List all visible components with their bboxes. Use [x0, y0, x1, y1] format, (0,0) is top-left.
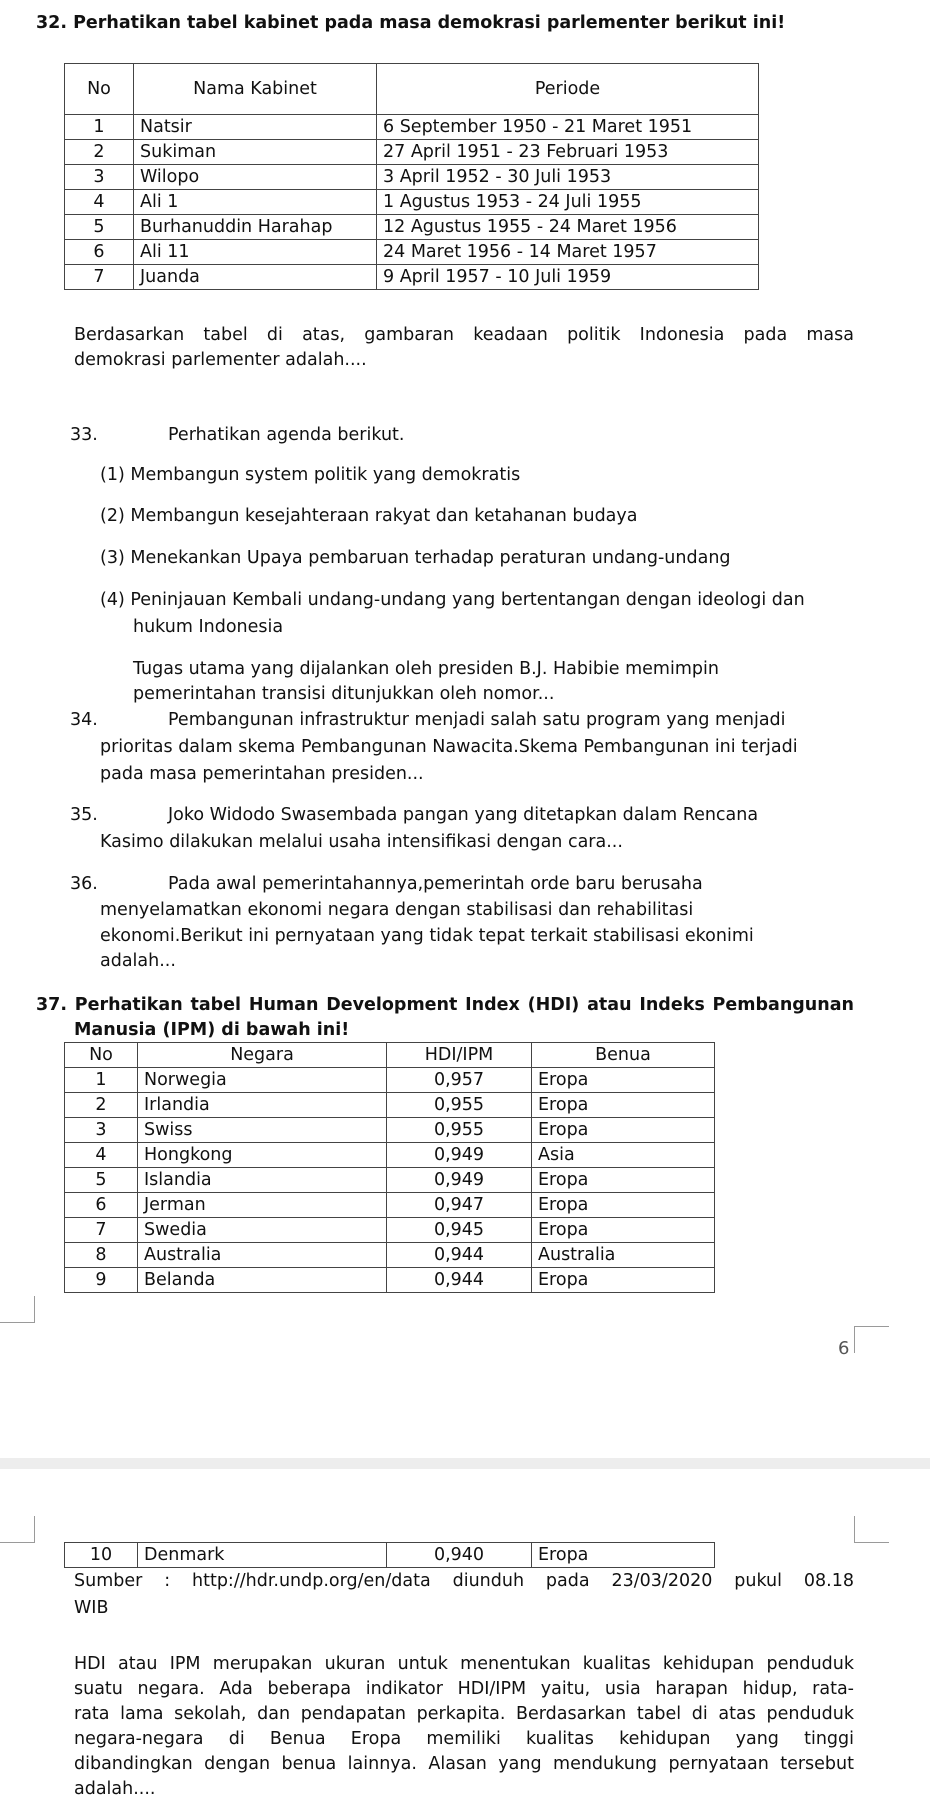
table-cell: Burhanuddin Harahap: [134, 215, 377, 240]
table-cell: Eropa: [532, 1068, 715, 1093]
table-cell: 6: [65, 1193, 138, 1218]
q32-question-line1: Berdasarkan tabel di atas, gambaran keadaan politik Indonesia pada masa: [74, 325, 854, 345]
table-cell: Wilopo: [134, 165, 377, 190]
q36-line3: ekonomi.Berikut ini pernyataan yang tidak tepat terkait stabilisasi ekonimi: [100, 926, 754, 946]
table-cell: 4: [65, 1143, 138, 1168]
table-cell: 8: [65, 1243, 138, 1268]
table-row: [65, 1118, 715, 1143]
table-cell: Irlandia: [138, 1093, 387, 1118]
table-cell: 1 Agustus 1953 - 24 Juli 1955: [377, 190, 759, 215]
table-row: [65, 1068, 715, 1093]
q37-para-line2: suatu negara. Ada beberapa indikator HDI/IPM yaitu, usia harapan hidup, rata-: [74, 1679, 854, 1699]
table-cell: Eropa: [532, 1093, 715, 1118]
table-cell: 3: [65, 1118, 138, 1143]
table-cell: 0,949: [387, 1168, 532, 1193]
table-cell: Juanda: [134, 265, 377, 290]
table-cell: 2: [65, 140, 134, 165]
q37-title-line2: Manusia (IPM) di bawah ini!: [74, 1020, 350, 1040]
document-page-2: [0, 1469, 930, 1810]
table-cell: Ali 1: [134, 190, 377, 215]
table-row: [65, 140, 759, 165]
q35-line2: Kasimo dilakukan melalui usaha intensifikasi dengan cara...: [100, 832, 623, 852]
table-cell: 24 Maret 1956 - 14 Maret 1957: [377, 240, 759, 265]
table-row: [65, 1168, 715, 1193]
table-cell: Sukiman: [134, 140, 377, 165]
table-row: [65, 1543, 715, 1568]
table-cell: Hongkong: [138, 1143, 387, 1168]
hdi-header-continent: Benua: [532, 1043, 715, 1068]
table-row: [65, 165, 759, 190]
q37-para-line1: HDI atau IPM merupakan ukuran untuk menentukan kualitas kehidupan penduduk: [74, 1654, 854, 1674]
q33-question-line1: Tugas utama yang dijalankan oleh presiden B.J. Habibie memimpin: [133, 659, 719, 679]
q34-line3: pada masa pemerintahan presiden...: [100, 764, 424, 784]
table-cell: Swiss: [138, 1118, 387, 1143]
table-cell: 4: [65, 190, 134, 215]
table-cell: 6 September 1950 - 21 Maret 1951: [377, 115, 759, 140]
q37-para-line5: dibandingkan dengan benua lainnya. Alasan yang mendukung pernyataan tersebut: [74, 1754, 854, 1774]
q33-item-4: (4) Peninjauan Kembali undang-undang yang bertentangan dengan ideologi dan: [100, 590, 805, 610]
table-cell: 3: [65, 165, 134, 190]
q33-item-4-cont: hukum Indonesia: [133, 617, 284, 637]
table-cell: 1: [65, 115, 134, 140]
table-row: [65, 1093, 715, 1118]
table-cell: Norwegia: [138, 1068, 387, 1093]
q36-line4: adalah...: [100, 951, 176, 971]
table-cell: 0,947: [387, 1193, 532, 1218]
q37-para-line6: adalah....: [74, 1779, 156, 1799]
table-cell: Denmark: [138, 1543, 387, 1568]
table-cell: 9 April 1957 - 10 Juli 1959: [377, 265, 759, 290]
q36-number: 36.: [70, 874, 98, 894]
q32-title: 32. Perhatikan tabel kabinet pada masa demokrasi parlementer berikut ini!: [36, 13, 786, 33]
table-row: [65, 115, 759, 140]
q33-item-1: (1) Membangun system politik yang demokratis: [100, 465, 521, 485]
table-cell: 0,955: [387, 1118, 532, 1143]
table-row: [65, 215, 759, 240]
q33-item-2: (2) Membangun kesejahteraan rakyat dan ketahanan budaya: [100, 506, 638, 526]
hdi-table-continued: [64, 1542, 715, 1568]
q37-source-line2: WIB: [74, 1598, 109, 1618]
table-cell: Jerman: [138, 1193, 387, 1218]
q33-question-line2: pemerintahan transisi ditunjukkan oleh nomor...: [133, 684, 555, 704]
table-cell: 7: [65, 265, 134, 290]
crop-mark-bottom-left: [0, 1296, 35, 1323]
hdi-header-value: HDI/IPM: [387, 1043, 532, 1068]
page-number: 6: [838, 1338, 850, 1359]
table-row: [65, 1243, 715, 1268]
cabinet-header-no: No: [65, 64, 134, 115]
q36-line2: menyelamatkan ekonomi negara dengan stabilisasi dan rehabilitasi: [100, 900, 694, 920]
q37-title-line1: 37. Perhatikan tabel Human Development Index (HDI) atau Indeks Pembangunan: [36, 995, 854, 1015]
table-row: [65, 1268, 715, 1293]
table-cell: 2: [65, 1093, 138, 1118]
q34-line2: prioritas dalam skema Pembangunan Nawacita.Skema Pembangunan ini terjadi: [100, 737, 798, 757]
q37-para-line3: rata lama sekolah, dan pendapatan perkapita. Berdasarkan tabel di atas penduduk: [74, 1704, 854, 1724]
table-cell: 0,957: [387, 1068, 532, 1093]
table-cell: Eropa: [532, 1218, 715, 1243]
table-cell: Islandia: [138, 1168, 387, 1193]
table-cell: 0,949: [387, 1143, 532, 1168]
cabinet-table: [64, 63, 759, 290]
q35-number: 35.: [70, 805, 98, 825]
table-cell: 5: [65, 215, 134, 240]
table-row: [65, 1143, 715, 1168]
table-row: [65, 190, 759, 215]
cabinet-header-period: Periode: [377, 64, 759, 115]
table-cell: 5: [65, 1168, 138, 1193]
q35-line1: Joko Widodo Swasembada pangan yang ditetapkan dalam Rencana: [168, 805, 759, 825]
table-row: [65, 240, 759, 265]
table-cell: Australia: [138, 1243, 387, 1268]
table-cell: 0,944: [387, 1268, 532, 1293]
table-cell: Belanda: [138, 1268, 387, 1293]
q33-intro: Perhatikan agenda berikut.: [168, 425, 405, 445]
table-cell: Natsir: [134, 115, 377, 140]
table-cell: 0,944: [387, 1243, 532, 1268]
q37-source-line1: Sumber : http://hdr.undp.org/en/data diunduh pada 23/03/2020 pukul 08.18: [74, 1571, 854, 1591]
table-row: [65, 265, 759, 290]
table-cell: Eropa: [532, 1543, 715, 1568]
q33-number: 33.: [70, 425, 98, 445]
table-cell: Australia: [532, 1243, 715, 1268]
table-cell: 0,940: [387, 1543, 532, 1568]
table-cell: 0,945: [387, 1218, 532, 1243]
table-cell: 12 Agustus 1955 - 24 Maret 1956: [377, 215, 759, 240]
page-separator: [0, 1458, 930, 1469]
table-cell: Swedia: [138, 1218, 387, 1243]
crop-mark-top-left: [0, 1516, 35, 1543]
q32-question-line2: demokrasi parlementer adalah....: [74, 350, 367, 370]
crop-mark-bottom-right: [854, 1326, 889, 1353]
table-cell: 27 April 1951 - 23 Februari 1953: [377, 140, 759, 165]
q34-number: 34.: [70, 710, 98, 730]
hdi-header-country: Negara: [138, 1043, 387, 1068]
q34-line1: Pembangunan infrastruktur menjadi salah satu program yang menjadi: [168, 710, 786, 730]
hdi-header-no: No: [65, 1043, 138, 1068]
q37-para-line4: negara-negara di Benua Eropa memiliki kualitas kehidupan yang tinggi: [74, 1729, 854, 1749]
table-cell: 10: [65, 1543, 138, 1568]
table-cell: Eropa: [532, 1168, 715, 1193]
q33-item-3: (3) Menekankan Upaya pembaruan terhadap peraturan undang-undang: [100, 548, 731, 568]
table-cell: 3 April 1952 - 30 Juli 1953: [377, 165, 759, 190]
table-cell: 7: [65, 1218, 138, 1243]
table-cell: 0,955: [387, 1093, 532, 1118]
table-cell: 9: [65, 1268, 138, 1293]
table-cell: Eropa: [532, 1193, 715, 1218]
crop-mark-top-right: [854, 1516, 889, 1543]
table-cell: 6: [65, 240, 134, 265]
hdi-table: [64, 1042, 715, 1293]
table-cell: Eropa: [532, 1268, 715, 1293]
table-cell: Ali 11: [134, 240, 377, 265]
table-cell: Eropa: [532, 1118, 715, 1143]
table-row: [65, 1218, 715, 1243]
table-cell: Asia: [532, 1143, 715, 1168]
table-row: [65, 1193, 715, 1218]
table-cell: 1: [65, 1068, 138, 1093]
cabinet-header-name: Nama Kabinet: [134, 64, 377, 115]
q36-line1: Pada awal pemerintahannya,pemerintah orde baru berusaha: [168, 874, 703, 894]
